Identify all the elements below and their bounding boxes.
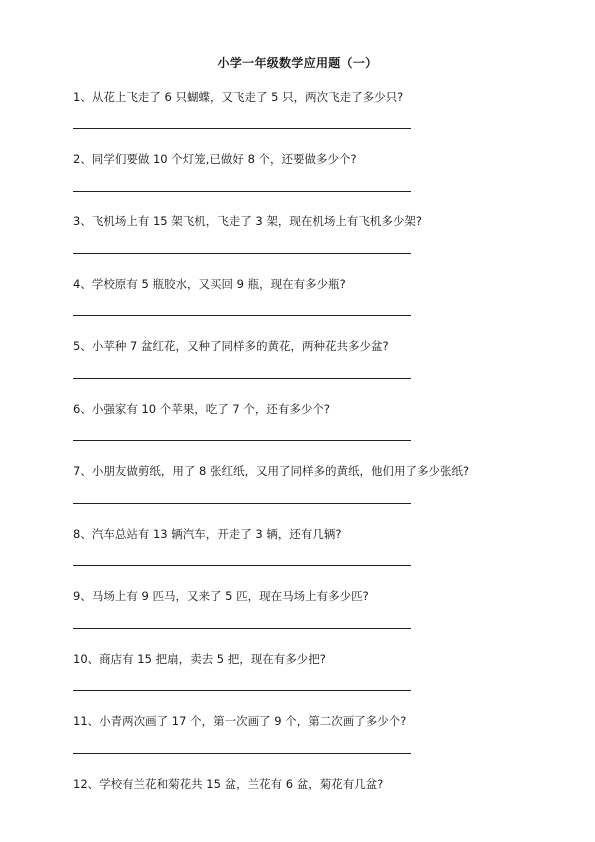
question-11: 11、小青两次画了 17 个，第一次画了 9 个，第二次画了多少个?: [73, 714, 407, 728]
answer-line-3: [73, 253, 411, 254]
question-10: 10、商店有 15 把扇，卖去 5 把，现在有多少把?: [73, 652, 326, 666]
question-3: 3、飞机场上有 15 架飞机，飞走了 3 架，现在机场上有飞机多少架?: [73, 214, 422, 228]
answer-line-9: [73, 628, 411, 629]
answer-line-10: [73, 690, 411, 691]
question-5: 5、小苹种 7 盆红花，又种了同样多的黄花，两种花共多少盆?: [73, 339, 389, 353]
question-2: 2、同学们要做 10 个灯笼,已做好 8 个，还要做多少个?: [73, 152, 357, 166]
question-8: 8、汽车总站有 13 辆汽车，开走了 3 辆，还有几辆?: [73, 527, 342, 541]
question-7: 7、小朋友做剪纸，用了 8 张红纸，又用了同样多的黄纸，他们用了多少张纸?: [73, 464, 470, 478]
answer-line-11: [73, 753, 411, 754]
question-12: 12、学校有兰花和菊花共 15 盆，兰花有 6 盆，菊花有几盆?: [73, 777, 384, 791]
page-title: 小学一年级数学应用题（一）: [217, 56, 378, 70]
answer-line-7: [73, 503, 411, 504]
answer-line-8: [73, 565, 411, 566]
answer-line-5: [73, 378, 411, 379]
question-6: 6、小强家有 10 个苹果，吃了 7 个，还有多少个?: [73, 402, 330, 416]
answer-line-4: [73, 315, 411, 316]
answer-line-6: [73, 440, 411, 441]
answer-line-2: [73, 191, 411, 192]
question-9: 9、马场上有 9 匹马，又来了 5 匹，现在马场上有多少匹?: [73, 589, 369, 603]
question-1: 1、从花上飞走了 6 只蝴蝶，又飞走了 5 只，两次飞走了多少只?: [73, 90, 404, 104]
answer-line-1: [73, 128, 411, 129]
question-4: 4、学校原有 5 瓶胶水，又买回 9 瓶，现在有多少瓶?: [73, 277, 346, 291]
